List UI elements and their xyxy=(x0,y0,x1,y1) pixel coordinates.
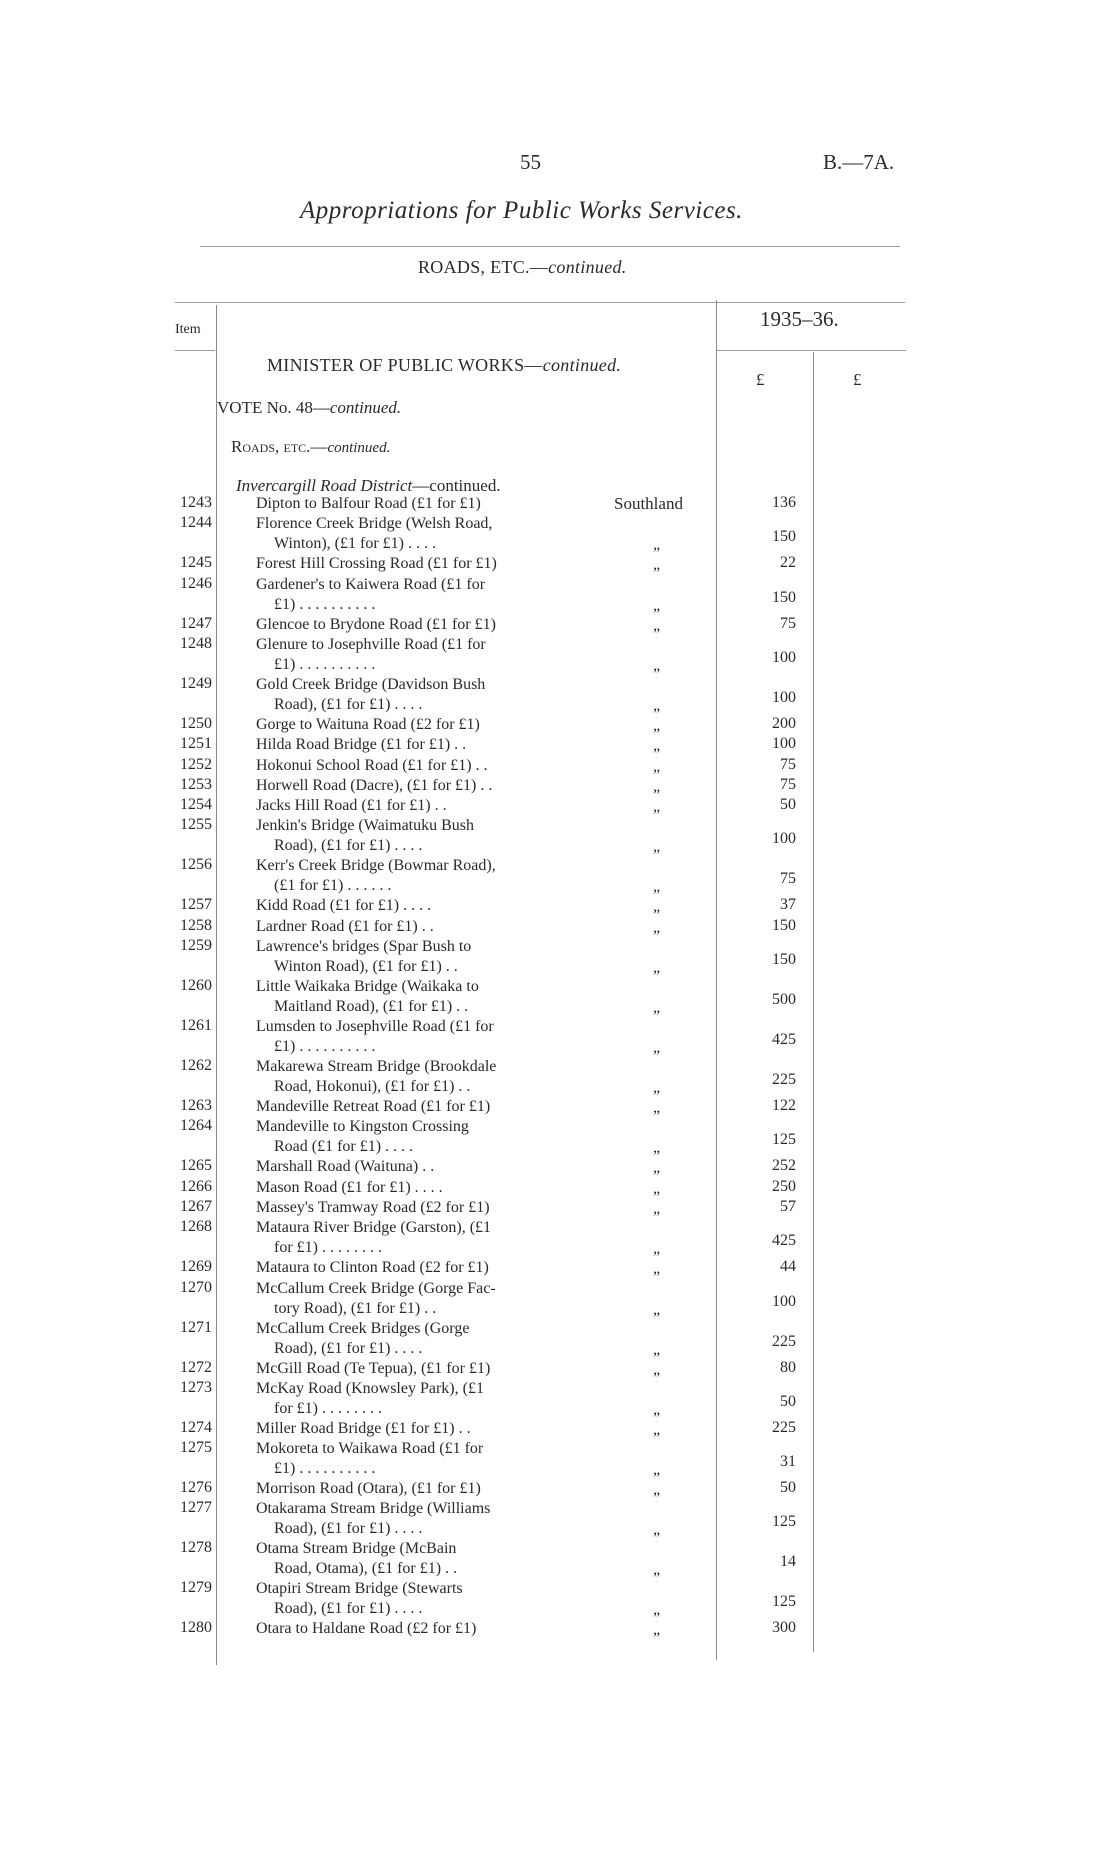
item-amount: 100 xyxy=(772,648,796,666)
item-amount: 150 xyxy=(772,916,796,934)
ditto-mark: „ xyxy=(653,1340,661,1358)
ditto-mark: „ xyxy=(653,1039,661,1056)
item-description-line1: Lawrence's bridges (Spar Bush to xyxy=(256,938,472,955)
year-head-rule xyxy=(716,350,906,351)
ditto-mark: „ xyxy=(653,918,661,936)
district-heading: Invercargill Road District—continued. xyxy=(236,476,501,495)
item-amount: 37 xyxy=(780,896,796,914)
item-description-line2: (£1 for £1) . . . . . . xyxy=(274,877,392,895)
item-amount: 500 xyxy=(772,991,796,1008)
item-description-line1: Lardner Road (£1 for £1) . . xyxy=(256,917,434,935)
item-amount: 250 xyxy=(772,1177,796,1195)
item-number: 1253 xyxy=(180,775,212,793)
subhead: Roads, etc.—continued. xyxy=(231,437,391,456)
item-description-line2: Road), (£1 for £1) . . . . xyxy=(274,1339,423,1357)
item-description-line2: Road (£1 for £1) . . . . xyxy=(274,1138,414,1156)
table-top-rule xyxy=(175,302,905,303)
item-description-line2: tory Road), (£1 for £1) . . xyxy=(274,1299,437,1317)
item-description-line2: £1) . . . . . . . . . . xyxy=(274,655,376,673)
item-amount: 31 xyxy=(780,1453,796,1471)
ditto-mark: „ xyxy=(653,1260,661,1278)
item-number: 1279 xyxy=(180,1579,212,1597)
item-amount: 100 xyxy=(772,830,796,848)
ditto-mark: „ xyxy=(653,536,661,554)
item-description-line1: Hokonui School Road (£1 for £1) . . xyxy=(256,756,488,774)
ditto-mark: „ xyxy=(653,1400,661,1418)
item-description-line1: Gold Creek Bridge (Davidson Bush xyxy=(256,675,486,693)
item-description-line2: £1) . . . . . . . . . . xyxy=(274,595,376,613)
item-description xyxy=(256,494,556,514)
item-number: 1258 xyxy=(180,916,212,934)
item-number: 1263 xyxy=(180,1097,212,1114)
item-description xyxy=(256,554,556,574)
ditto-mark: „ xyxy=(653,838,661,856)
item-number: 1260 xyxy=(180,977,212,994)
item-description-line2: Winton), (£1 for £1) . . . . xyxy=(274,535,436,553)
item-number: 1254 xyxy=(180,796,212,814)
ditto-mark: „ xyxy=(653,737,661,755)
title-rule xyxy=(200,246,900,247)
item-description-line1: Kidd Road (£1 for £1) . . . . xyxy=(256,897,432,915)
item-number: 1249 xyxy=(180,674,212,692)
ditto-mark: „ xyxy=(653,1099,661,1116)
amount-column-rule xyxy=(716,300,717,1660)
item-number: 1267 xyxy=(180,1197,212,1215)
item-number: 1264 xyxy=(180,1117,212,1135)
item-description-line1: Florence Creek Bridge (Welsh Road, xyxy=(256,515,493,533)
ditto-mark: „ xyxy=(653,716,661,734)
item-description xyxy=(256,675,556,715)
item-description-line1: Lumsden to Josephville Road (£1 for xyxy=(256,1018,494,1035)
item-amount: 75 xyxy=(780,870,796,888)
item-description xyxy=(256,1157,556,1177)
item-description-line1: Hilda Road Bridge (£1 for £1) . . xyxy=(256,736,467,754)
item-description xyxy=(256,917,556,937)
item-description-line1: Mataura River Bridge (Garston), (£1 xyxy=(256,1219,492,1237)
item-description xyxy=(256,977,556,1017)
item-amount: 300 xyxy=(772,1619,796,1637)
item-description-line2: Road), (£1 for £1) . . . . xyxy=(274,1520,423,1538)
item-amount: 50 xyxy=(780,1479,796,1497)
ditto-mark: „ xyxy=(653,696,661,714)
ditto-mark: „ xyxy=(653,1079,661,1096)
item-description-line1: Morrison Road (Otara), (£1 for £1) xyxy=(256,1480,481,1498)
item-column-header: Item xyxy=(175,322,201,337)
item-amount: 75 xyxy=(780,775,796,793)
item-description-line1: Mandeville to Kingston Crossing xyxy=(256,1118,469,1136)
item-description-line1: Dipton to Balfour Road (£1 for £1) xyxy=(256,495,481,512)
item-description xyxy=(256,715,556,735)
year-column-header: 1935–36. xyxy=(760,307,839,331)
item-number: 1257 xyxy=(180,896,212,914)
item-description xyxy=(256,1439,556,1479)
region-label: Southland xyxy=(614,494,683,513)
pound-column-2: £ xyxy=(853,370,862,389)
ditto-mark: „ xyxy=(653,898,661,916)
item-number: 1272 xyxy=(180,1358,212,1376)
item-description-line1: Jenkin's Bridge (Waimatuku Bush xyxy=(256,817,475,835)
item-number: 1262 xyxy=(180,1057,212,1074)
ditto-mark: „ xyxy=(653,1360,661,1378)
item-description xyxy=(256,575,556,615)
ditto-mark: „ xyxy=(653,777,661,795)
item-description xyxy=(256,856,556,896)
ditto-mark: „ xyxy=(653,596,661,614)
item-description xyxy=(256,1539,556,1579)
item-description xyxy=(256,816,556,856)
section-title: ROADS, ETC.—continued. xyxy=(418,257,627,277)
item-description-line1: Massey's Tramway Road (£2 for £1) xyxy=(256,1198,490,1216)
item-number: 1259 xyxy=(180,937,212,954)
item-description-line2: Road), (£1 for £1) . . . . xyxy=(274,1600,423,1618)
item-description xyxy=(256,776,556,796)
item-description-line1: Little Waikaka Bridge (Waikaka to xyxy=(256,978,479,995)
item-description xyxy=(256,896,556,916)
item-number: 1271 xyxy=(180,1318,212,1336)
item-number: 1251 xyxy=(180,735,212,753)
item-description-line2: for £1) . . . . . . . . xyxy=(274,1399,382,1417)
item-number: 1265 xyxy=(180,1157,212,1175)
item-amount: 425 xyxy=(772,1031,796,1048)
item-amount: 50 xyxy=(780,796,796,814)
item-description-line2: Maitland Road), (£1 for £1) . . xyxy=(274,998,469,1015)
item-description-line1: McCallum Creek Bridge (Gorge Fac- xyxy=(256,1279,496,1297)
item-description xyxy=(256,1419,556,1439)
item-amount: 150 xyxy=(772,528,796,546)
item-number: 1252 xyxy=(180,755,212,773)
item-number: 1256 xyxy=(180,856,212,874)
ditto-mark: „ xyxy=(653,1139,661,1157)
item-description xyxy=(256,1057,556,1097)
document-reference: B.—7A. xyxy=(823,150,895,174)
item-description-line1: Mason Road (£1 for £1) . . . . xyxy=(256,1178,443,1196)
ditto-mark: „ xyxy=(653,1159,661,1177)
item-head-rule xyxy=(175,350,215,351)
item-number: 1273 xyxy=(180,1378,212,1396)
item-description xyxy=(256,1117,556,1157)
ditto-mark: „ xyxy=(653,1300,661,1318)
ditto-mark: „ xyxy=(653,556,661,574)
item-amount: 14 xyxy=(780,1553,796,1571)
ditto-mark: „ xyxy=(653,1461,661,1479)
item-amount: 75 xyxy=(780,755,796,773)
item-description-line1: Forest Hill Crossing Road (£1 for £1) xyxy=(256,555,497,573)
item-description xyxy=(256,1619,556,1639)
ditto-mark: „ xyxy=(653,959,661,976)
item-description xyxy=(256,1499,556,1539)
item-amount: 150 xyxy=(772,588,796,606)
ditto-mark: „ xyxy=(653,878,661,896)
ditto-mark: „ xyxy=(653,1199,661,1217)
item-description xyxy=(256,1279,556,1319)
item-column-rule xyxy=(216,305,217,1665)
item-description xyxy=(256,796,556,816)
item-number: 1244 xyxy=(180,514,212,532)
ditto-mark: „ xyxy=(653,1621,661,1639)
item-description xyxy=(256,635,556,675)
item-number: 1266 xyxy=(180,1177,212,1195)
item-description-line1: McKay Road (Knowsley Park), (£1 xyxy=(256,1379,484,1397)
item-description-line2: for £1) . . . . . . . . xyxy=(274,1239,382,1257)
item-number: 1261 xyxy=(180,1017,212,1034)
item-description-line1: Horwell Road (Dacre), (£1 for £1) . . xyxy=(256,776,493,794)
ditto-mark: „ xyxy=(653,1601,661,1619)
item-amount: 100 xyxy=(772,688,796,706)
item-number: 1247 xyxy=(180,614,212,632)
item-description-line2: Winton Road), (£1 for £1) . . xyxy=(274,958,458,975)
item-amount: 122 xyxy=(772,1097,796,1114)
item-description xyxy=(256,1218,556,1258)
item-amount: 225 xyxy=(772,1071,796,1088)
item-number: 1274 xyxy=(180,1418,212,1436)
ditto-mark: „ xyxy=(653,757,661,775)
item-amount: 150 xyxy=(772,951,796,968)
ministry-heading: MINISTER OF PUBLIC WORKS—continued. xyxy=(267,355,622,375)
ditto-mark: „ xyxy=(653,1521,661,1539)
item-amount: 200 xyxy=(772,714,796,732)
item-description-line2: £1) . . . . . . . . . . xyxy=(274,1038,376,1055)
pound-column-1: £ xyxy=(756,370,765,389)
item-number: 1248 xyxy=(180,634,212,652)
ditto-mark: „ xyxy=(653,1561,661,1579)
item-description-line1: Glenure to Josephville Road (£1 for xyxy=(256,635,486,653)
ditto-mark: „ xyxy=(653,1179,661,1197)
item-amount: 252 xyxy=(772,1157,796,1175)
item-description-line1: McCallum Creek Bridges (Gorge xyxy=(256,1319,470,1337)
item-description xyxy=(256,1097,556,1117)
item-description-line1: Otara to Haldane Road (£2 for £1) xyxy=(256,1620,477,1638)
item-number: 1245 xyxy=(180,554,212,572)
item-description xyxy=(256,735,556,755)
item-description-line1: McGill Road (Te Tepua), (£1 for £1) xyxy=(256,1359,491,1377)
page-number: 55 xyxy=(520,150,541,174)
item-description-line1: Marshall Road (Waituna) . . xyxy=(256,1158,435,1176)
item-number: 1276 xyxy=(180,1479,212,1497)
item-amount: 136 xyxy=(772,494,796,511)
item-description-line2: Road), (£1 for £1) . . . . xyxy=(274,695,423,713)
item-description-line1: Miller Road Bridge (£1 for £1) . . xyxy=(256,1419,471,1437)
item-amount: 125 xyxy=(772,1593,796,1611)
item-description xyxy=(256,1198,556,1218)
item-description xyxy=(256,1579,556,1619)
item-description-line1: Makarewa Stream Bridge (Brookdale xyxy=(256,1058,497,1075)
item-description xyxy=(256,514,556,554)
item-description xyxy=(256,1379,556,1419)
item-amount: 100 xyxy=(772,735,796,753)
item-description-line2: Road, Otama), (£1 for £1) . . xyxy=(274,1560,458,1578)
item-number: 1268 xyxy=(180,1218,212,1236)
item-description-line2: Road, Hokonui), (£1 for £1) . . xyxy=(274,1078,471,1095)
item-description-line1: Otapiri Stream Bridge (Stewarts xyxy=(256,1580,463,1598)
item-description xyxy=(256,1017,556,1057)
page-title: Appropriations for Public Works Services. xyxy=(300,197,743,224)
ditto-mark: „ xyxy=(653,1420,661,1438)
item-description-line1: Glencoe to Brydone Road (£1 for £1) xyxy=(256,615,496,633)
item-amount: 125 xyxy=(772,1513,796,1531)
item-description-line1: Kerr's Creek Bridge (Bowmar Road), xyxy=(256,857,496,875)
ditto-mark: „ xyxy=(653,1240,661,1258)
ditto-mark: „ xyxy=(653,656,661,674)
item-number: 1275 xyxy=(180,1439,212,1457)
item-description xyxy=(256,756,556,776)
item-amount: 225 xyxy=(772,1418,796,1436)
item-amount: 57 xyxy=(780,1197,796,1215)
item-description xyxy=(256,937,556,977)
item-description xyxy=(256,1319,556,1359)
amount-divider-rule xyxy=(813,352,814,1652)
item-amount: 425 xyxy=(772,1232,796,1250)
item-number: 1270 xyxy=(180,1278,212,1296)
item-description-line1: Gorge to Waituna Road (£2 for £1) xyxy=(256,715,480,733)
item-amount: 22 xyxy=(780,554,796,572)
item-number: 1255 xyxy=(180,816,212,834)
item-amount: 80 xyxy=(780,1358,796,1376)
item-description-line1: Jacks Hill Road (£1 for £1) . . xyxy=(256,797,447,815)
item-number: 1243 xyxy=(180,494,212,511)
ditto-mark: „ xyxy=(653,616,661,634)
ditto-mark: „ xyxy=(653,798,661,816)
item-description-line1: Mokoreta to Waikawa Road (£1 for xyxy=(256,1440,484,1458)
item-amount: 125 xyxy=(772,1131,796,1149)
item-number: 1277 xyxy=(180,1499,212,1517)
item-description xyxy=(256,1359,556,1379)
ditto-mark: „ xyxy=(653,999,661,1016)
item-number: 1250 xyxy=(180,714,212,732)
item-description-line1: Otakarama Stream Bridge (Williams xyxy=(256,1500,491,1518)
item-description xyxy=(256,1178,556,1198)
item-amount: 44 xyxy=(780,1258,796,1276)
item-number: 1280 xyxy=(180,1619,212,1637)
item-number: 1278 xyxy=(180,1539,212,1557)
item-description-line1: Otama Stream Bridge (McBain xyxy=(256,1540,457,1558)
item-amount: 75 xyxy=(780,614,796,632)
item-description xyxy=(256,1479,556,1499)
item-description-line1: Mataura to Clinton Road (£2 for £1) xyxy=(256,1259,489,1277)
item-description-line1: Mandeville Retreat Road (£1 for £1) xyxy=(256,1098,491,1115)
item-amount: 50 xyxy=(780,1392,796,1410)
vote-heading: VOTE No. 48—continued. xyxy=(217,398,402,417)
ditto-mark: „ xyxy=(653,1481,661,1499)
item-number: 1246 xyxy=(180,574,212,592)
item-amount: 100 xyxy=(772,1292,796,1310)
item-amount: 225 xyxy=(772,1332,796,1350)
item-description xyxy=(256,615,556,635)
item-number: 1269 xyxy=(180,1258,212,1276)
item-description xyxy=(256,1258,556,1278)
item-description-line2: Road), (£1 for £1) . . . . xyxy=(274,837,423,855)
item-description-line2: £1) . . . . . . . . . . xyxy=(274,1460,376,1478)
item-description-line1: Gardener's to Kaiwera Road (£1 for xyxy=(256,575,486,593)
